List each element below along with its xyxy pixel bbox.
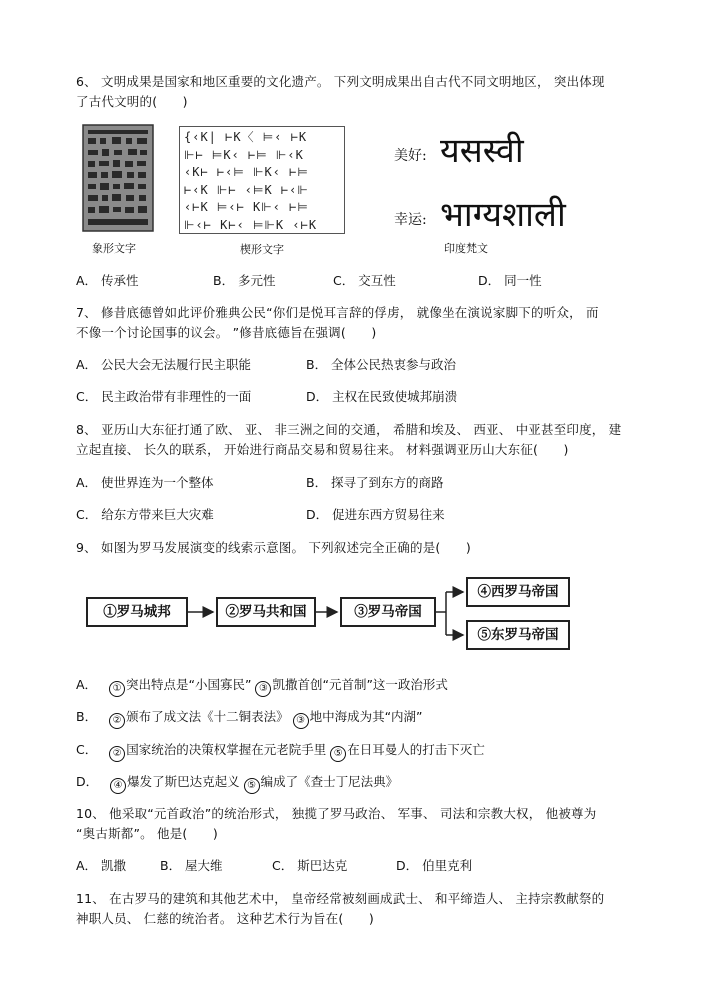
flow-box-2-number: ②	[225, 604, 239, 620]
q7-option-b[interactable]: B． 全体公民热衷参与政治	[306, 357, 457, 372]
flow-box-2-text: 罗马共和国	[239, 604, 307, 620]
circled-number: ⑤	[330, 746, 346, 762]
q7-stem-line2: 不像一个讨论国事的议会。 ”修昔底德旨在强调( )	[76, 325, 377, 340]
flow-box-4-text: 西罗马帝国	[491, 584, 559, 600]
sanskrit-word-lucky: भाग्यशाली	[440, 195, 566, 235]
q9-option-b[interactable]	[76, 707, 423, 729]
caption-sanskrit: 印度梵文	[444, 242, 488, 255]
option-letter: A．	[76, 677, 98, 692]
q6-option-a[interactable]: A． 传承性	[76, 273, 139, 288]
q6-stem-line1: 6、 文明成果是国家和地区重要的文化遗产。 下列文明成果出自古代不同文明地区， 突出体现	[76, 74, 605, 89]
circled-number: ⑤	[244, 778, 260, 794]
flow-box-3-text: 罗马帝国	[367, 604, 422, 620]
q7-stem-line1: 7、 修昔底德曾如此评价雅典公民“你们是悦耳言辞的俘虏， 就像坐在演说家脚下的听众， 而	[76, 305, 599, 320]
q11-stem-line2: 神职人员、 仁慈的统治者。 这种艺术行为旨在( )	[76, 911, 374, 926]
q9-option-c[interactable]	[76, 740, 485, 762]
q11-stem-line1: 11、 在古罗马的建筑和其他艺术中， 皇帝经常被刻画成武士、 和平缔造人、 主持宗教献祭的	[76, 891, 605, 906]
q7-option-d[interactable]: D． 主权在民致使城邦崩溃	[306, 389, 458, 404]
flow-box-3-number: ③	[354, 604, 368, 620]
circled-number: ②	[109, 746, 125, 762]
circled-number: ②	[109, 713, 125, 729]
q8-stem-line1: 8、 亚历山大东征打通了欧、 亚、 非三洲之间的交通， 希腊和埃及、 西亚、 中亚甚至印度， 建	[76, 422, 622, 437]
q9-option-a[interactable]	[76, 675, 448, 697]
option-text: 爆发了斯巴达克起义	[127, 774, 240, 789]
sanskrit-label-beautiful: 美好:	[394, 148, 427, 164]
option-text: 地中海成为其“内湖”	[309, 709, 423, 724]
q7-option-a[interactable]: A． 公民大会无法履行民主职能	[76, 357, 252, 372]
option-letter: B．	[76, 709, 98, 724]
q9-stem-line1: 9、 如图为罗马发展演变的线索示意图。 下列叙述完全正确的是( )	[76, 540, 471, 555]
sanskrit-label-lucky: 幸运:	[394, 212, 427, 228]
circled-number: ③	[293, 713, 309, 729]
option-letter: D．	[76, 774, 99, 789]
q6-stem-line2: 了古代文明的( )	[76, 94, 188, 109]
flow-box-4-number: ④	[477, 584, 491, 600]
option-text: 编成了《查士丁尼法典》	[260, 774, 399, 789]
q10-option-a[interactable]: A． 凯撒	[76, 858, 127, 873]
option-text: 在日耳曼人的打击下灭亡	[347, 742, 485, 757]
q8-option-b[interactable]: B． 探寻了到东方的商路	[306, 475, 444, 490]
q10-option-b[interactable]: B． 屋大维	[160, 858, 223, 873]
caption-cuneiform: 楔形文字	[240, 243, 284, 256]
q10-option-c[interactable]: C． 斯巴达克	[272, 858, 348, 873]
circled-number: ③	[255, 681, 271, 697]
cuneiform-image: {‹K| ⊢K〈 ⊨‹ ⊢K ⊩⊢ ⊨K‹ ⊢⊨ ⊩‹K ‹K⊢ ⊢‹⊨ ⊩K‹ ⊢⊨ ⊢‹K ⊩⊢ ‹⊨K ⊢‹⊩ ‹⊢K ⊨‹⊢ K⊩‹ ⊢⊨ ⊩‹⊢ K⊢‹ ⊨⊩K ‹⊢K	[179, 126, 345, 234]
caption-hieroglyph: 象形文字	[92, 242, 136, 255]
option-text: 凯撒首创“元首制”这一政治形式	[272, 677, 448, 692]
q8-option-a[interactable]: A． 使世界连为一个整体	[76, 475, 214, 490]
option-text: 国家统治的决策权掌握在元老院手里	[126, 742, 327, 757]
q10-option-d[interactable]: D． 伯里克利	[396, 858, 473, 873]
q10-stem-line2: “奥古斯都”。 他是( )	[76, 826, 218, 841]
q8-stem-line2: 立起直接、 长久的联系， 开始进行商品交易和贸易往来。 材料强调亚历山大东征( )	[76, 442, 569, 457]
q8-option-d[interactable]: D． 促进东西方贸易往来	[306, 507, 445, 522]
q6-option-c[interactable]: C． 交互性	[333, 273, 396, 288]
q9-option-d[interactable]	[76, 772, 398, 794]
q10-stem-line1: 10、 他采取“元首政治”的统治形式， 独揽了罗马政治、 军事、 司法和宗教大权， 他被尊为	[76, 806, 597, 821]
flow-box-5-text: 东罗马帝国	[491, 627, 559, 643]
circled-number: ④	[110, 778, 126, 794]
option-text: 颁布了成文法《十二铜表法》	[126, 709, 289, 724]
flow-box-1-number: ①	[103, 604, 117, 620]
q7-option-c[interactable]: C． 民主政治带有非理性的一面	[76, 389, 252, 404]
option-letter: C．	[76, 742, 98, 757]
q8-option-c[interactable]: C． 给东方带来巨大灾难	[76, 507, 214, 522]
circled-number: ①	[109, 681, 125, 697]
flow-box-1-text: 罗马城邦	[116, 604, 171, 620]
option-text: 突出特点是“小国寡民”	[126, 677, 252, 692]
sanskrit-word-beautiful: यसस्वी	[440, 131, 524, 171]
q6-option-b[interactable]: B． 多元性	[213, 273, 276, 288]
flow-box-5-number: ⑤	[477, 627, 491, 643]
q6-option-d[interactable]: D． 同一性	[478, 273, 542, 288]
